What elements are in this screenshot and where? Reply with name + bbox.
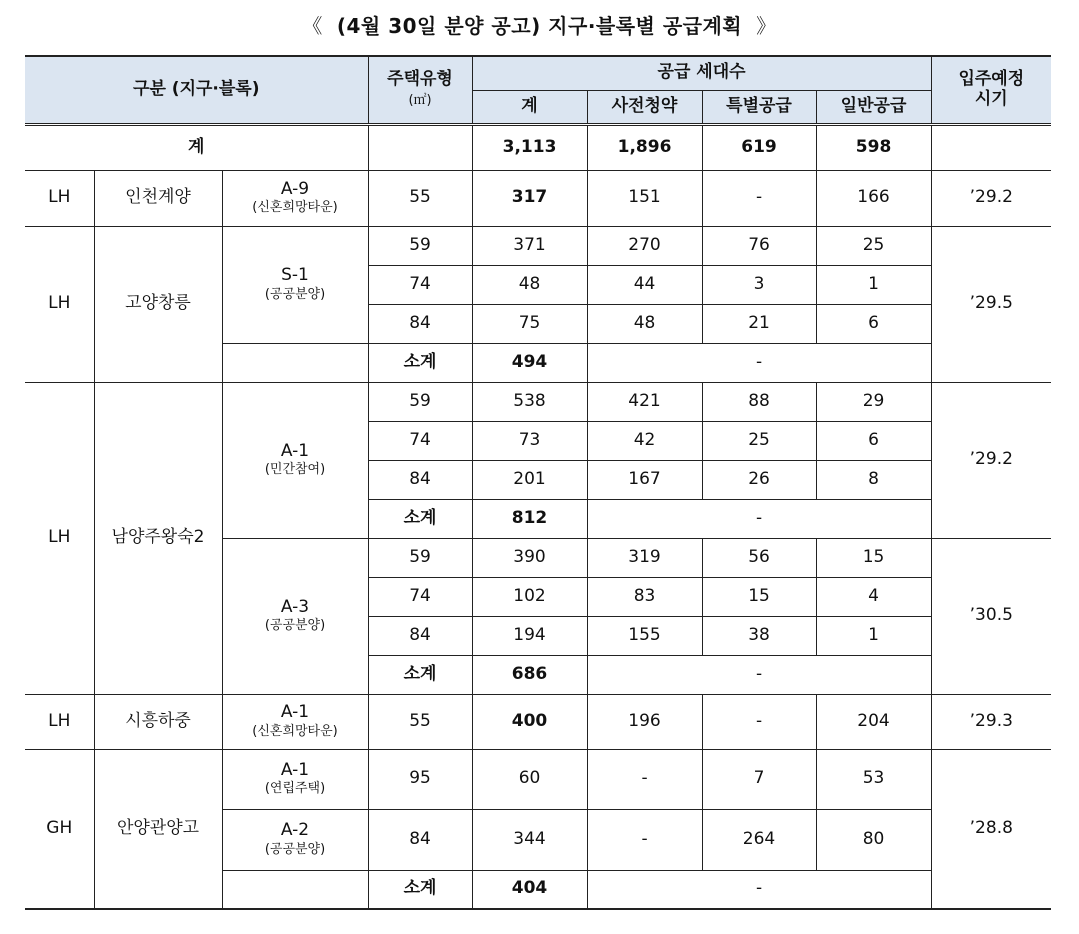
special-cell: 26	[702, 460, 816, 499]
total-cell: 201	[472, 460, 587, 499]
general-cell: 15	[816, 538, 931, 577]
district-cell: 안양관양고	[94, 749, 222, 909]
org-cell: GH	[25, 749, 94, 909]
subtotal-dash: -	[587, 870, 931, 909]
move-in-cell: ’28.8	[931, 749, 1051, 909]
special-cell: 38	[702, 616, 816, 655]
general-cell: 1	[816, 265, 931, 304]
special-cell: -	[702, 170, 816, 226]
general-cell: 53	[816, 749, 931, 809]
block-cell: A-1 (연립주택)	[222, 749, 368, 809]
header-housing-type: 주택유형 (㎡)	[368, 56, 472, 124]
grand-total-special: 619	[702, 124, 816, 170]
grand-total-total: 3,113	[472, 124, 587, 170]
total-cell: 48	[472, 265, 587, 304]
move-in-cell: ’29.5	[931, 226, 1051, 382]
block-cell: A-1 (민간참여)	[222, 382, 368, 538]
general-cell: 80	[816, 809, 931, 870]
move-in-cell: ’29.3	[931, 694, 1051, 749]
subtotal-dash: -	[587, 343, 931, 382]
pre-cell: 155	[587, 616, 702, 655]
district-cell: 고양창릉	[94, 226, 222, 382]
pre-cell: 42	[587, 421, 702, 460]
general-cell: 29	[816, 382, 931, 421]
pre-cell: 48	[587, 304, 702, 343]
pre-cell: 167	[587, 460, 702, 499]
pre-cell: 319	[587, 538, 702, 577]
special-cell: 88	[702, 382, 816, 421]
special-cell: 3	[702, 265, 816, 304]
grand-total-label: 계	[25, 124, 368, 170]
type-cell: 59	[368, 382, 472, 421]
total-cell: 390	[472, 538, 587, 577]
header-row	[25, 56, 1051, 90]
type-cell: 59	[368, 226, 472, 265]
pre-cell: 44	[587, 265, 702, 304]
subtotal-label: 소계	[368, 343, 472, 382]
grand-total-move-in	[931, 124, 1051, 170]
supply-plan-table	[25, 55, 1051, 910]
district-cell: 시흥하중	[94, 694, 222, 749]
block-cell: S-1 (공공분양)	[222, 226, 368, 343]
total-cell: 73	[472, 421, 587, 460]
org-cell: LH	[25, 226, 94, 382]
grand-total-type	[368, 124, 472, 170]
pre-cell: 151	[587, 170, 702, 226]
subtotal-value: 494	[472, 343, 587, 382]
table-row	[25, 749, 1051, 809]
special-cell: 15	[702, 577, 816, 616]
type-cell: 84	[368, 460, 472, 499]
total-cell: 400	[472, 694, 587, 749]
subtotal-dash: -	[587, 499, 931, 538]
district-cell: 인천계양	[94, 170, 222, 226]
table-row	[25, 170, 1051, 226]
type-cell: 55	[368, 694, 472, 749]
general-cell: 4	[816, 577, 931, 616]
subtotal-dash: -	[587, 655, 931, 694]
total-cell: 194	[472, 616, 587, 655]
move-in-cell: ’29.2	[931, 382, 1051, 538]
block-cell	[222, 343, 368, 382]
general-cell: 6	[816, 421, 931, 460]
special-cell: 21	[702, 304, 816, 343]
pre-cell: -	[587, 749, 702, 809]
org-cell: LH	[25, 694, 94, 749]
special-cell: 25	[702, 421, 816, 460]
total-cell: 102	[472, 577, 587, 616]
special-cell: 264	[702, 809, 816, 870]
general-cell: 6	[816, 304, 931, 343]
header-supply: 공급 세대수	[472, 56, 931, 90]
total-cell: 371	[472, 226, 587, 265]
subtotal-value: 404	[472, 870, 587, 909]
total-cell: 317	[472, 170, 587, 226]
subtotal-label: 소계	[368, 655, 472, 694]
type-cell: 84	[368, 304, 472, 343]
total-cell: 344	[472, 809, 587, 870]
general-cell: 166	[816, 170, 931, 226]
block-cell: A-9 (신혼희망타운)	[222, 170, 368, 226]
special-cell: 76	[702, 226, 816, 265]
type-cell: 74	[368, 421, 472, 460]
org-cell: LH	[25, 382, 94, 694]
table-row	[25, 382, 1051, 421]
header-pre-subscription: 사전청약	[587, 90, 702, 124]
subtotal-label: 소계	[368, 499, 472, 538]
move-in-cell: ’29.2	[931, 170, 1051, 226]
page-title	[0, 8, 1079, 44]
special-cell: 7	[702, 749, 816, 809]
grand-total-row	[25, 124, 1051, 170]
header-total: 계	[472, 90, 587, 124]
title-close-bracket: 》	[756, 14, 777, 38]
type-cell: 59	[368, 538, 472, 577]
general-cell: 25	[816, 226, 931, 265]
type-cell: 55	[368, 170, 472, 226]
general-cell: 204	[816, 694, 931, 749]
title-open-bracket: 《	[302, 14, 323, 38]
block-cell: A-3 (공공분양)	[222, 538, 368, 694]
special-cell: 56	[702, 538, 816, 577]
total-cell: 60	[472, 749, 587, 809]
type-cell: 74	[368, 265, 472, 304]
total-cell: 538	[472, 382, 587, 421]
header-division: 구분 (지구·블록)	[25, 56, 368, 124]
pre-cell: 196	[587, 694, 702, 749]
pre-cell: -	[587, 809, 702, 870]
subtotal-value: 686	[472, 655, 587, 694]
header-move-in: 입주예정 시기	[931, 56, 1051, 124]
type-cell: 74	[368, 577, 472, 616]
type-cell: 84	[368, 809, 472, 870]
grand-total-general: 598	[816, 124, 931, 170]
total-cell: 75	[472, 304, 587, 343]
pre-cell: 421	[587, 382, 702, 421]
general-cell: 8	[816, 460, 931, 499]
type-cell: 95	[368, 749, 472, 809]
header-special: 특별공급	[702, 90, 816, 124]
pre-cell: 270	[587, 226, 702, 265]
grand-total-pre: 1,896	[587, 124, 702, 170]
table-row	[25, 694, 1051, 749]
district-cell: 남양주왕숙2	[94, 382, 222, 694]
pre-cell: 83	[587, 577, 702, 616]
block-cell: A-1 (신혼희망타운)	[222, 694, 368, 749]
org-cell: LH	[25, 170, 94, 226]
type-cell: 84	[368, 616, 472, 655]
block-cell: A-2 (공공분양)	[222, 809, 368, 870]
title-text: (4월 30일 분양 공고) 지구·블록별 공급계획	[336, 14, 743, 38]
header-general: 일반공급	[816, 90, 931, 124]
special-cell: -	[702, 694, 816, 749]
move-in-cell: ’30.5	[931, 538, 1051, 694]
subtotal-label: 소계	[368, 870, 472, 909]
general-cell: 1	[816, 616, 931, 655]
subtotal-value: 812	[472, 499, 587, 538]
table-row	[25, 226, 1051, 265]
block-cell	[222, 870, 368, 909]
